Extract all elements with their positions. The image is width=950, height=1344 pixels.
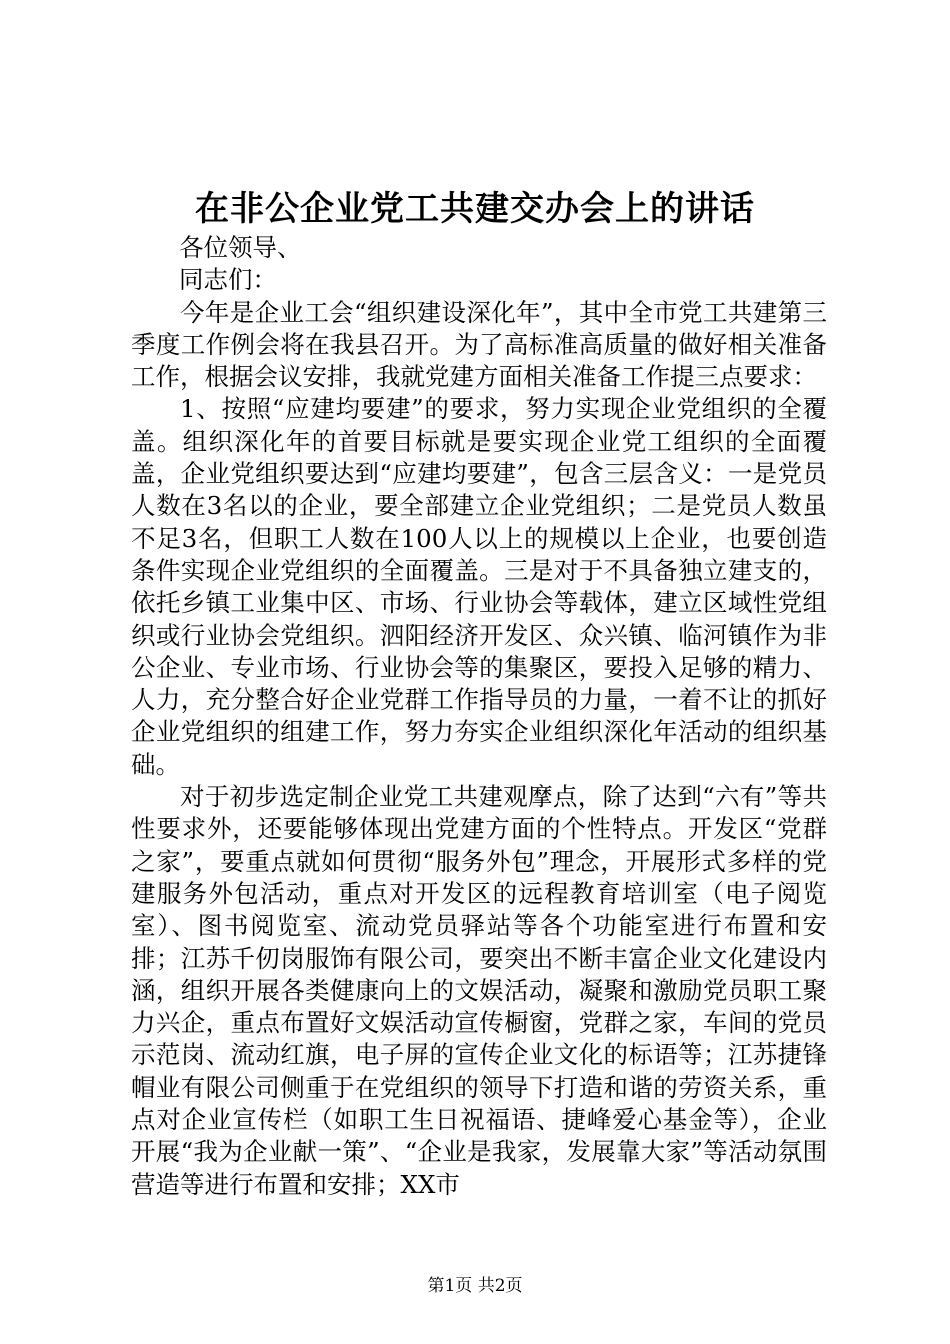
page-number-footer: 第1页 共2页 <box>427 1276 523 1296</box>
paragraph-intro: 今年是企业工会“组织建设深化年”，其中全市党工共建第三季度工作例会将在我县召开。为了高标准高质量的做好相关准备工作，根据会议安排，我就党建方面相关准备工作提三点要求： <box>131 297 827 392</box>
salutation-leaders: 各位领导、 <box>179 233 302 262</box>
paragraph-requirement-1: 1、按照“应建均要建”的要求，努力实现企业党组织的全覆盖。组织深化年的首要目标就是要实现企业党工组织的全面覆盖，企业党组织要达到“应建均要建”，包含三层含义：一是党员人数在3名以的企业，要全部建立企业党组织；二是党员人数虽不足3名，但职工人数在100人以上的规模以上企业，也要创造条件实现企业党组织的全面覆盖。三是对于不具备独立建支的，依托乡镇工业集中区、市场、行业协会等载体，建立区域性党组织或行业协会党组织。泗阳经济开发区、众兴镇、临河镇作为非公企业、专业市场、行业协会等的集聚区，要投入足够的精力、人力，充分整合好企业党群工作指导员的力量，一着不让的抓好企业党组织的组建工作，努力夯实企业组织深化年活动的组织基础。 <box>131 394 827 779</box>
salutation-comrades: 同志们： <box>179 265 277 295</box>
document-body <box>131 232 827 1201</box>
document-title: 在非公企业党工共建交办会上的讲话 <box>195 189 755 229</box>
paragraph-observation-points: 对于初步选定制企业党工共建观摩点，除了达到“六有”等共性要求外，还要能够体现出党建方面的个性特点。开发区“党群之家”，要重点就如何贯彻“服务外包”理念，开展形式多样的党建服务外包活动，重点对开发区的远程教育培训室（电子阅览室）、图书阅览室、流动党员驿站等各个功能室进行布置和安排；江苏千仞岗服饰有限公司，要突出不断丰富企业文化建设内涵，组织开展各类健康向上的文娱活动，凝聚和激励党员职工聚力兴企，重点布置好文娱活动宣传橱窗，党群之家，车间的党员示范岗、流动红旗，电子屏的宣传企业文化的标语等；江苏捷锋帽业有限公司侧重于在党组织的领导下打造和谐的劳资关系，重点对企业宣传栏（如职工生日祝福语、捷峰爱心基金等），企业开展“我为企业献一策”、“企业是我家，发展靠大家”等活动氛围营造等进行布置和安排；XX市 <box>131 782 827 1199</box>
